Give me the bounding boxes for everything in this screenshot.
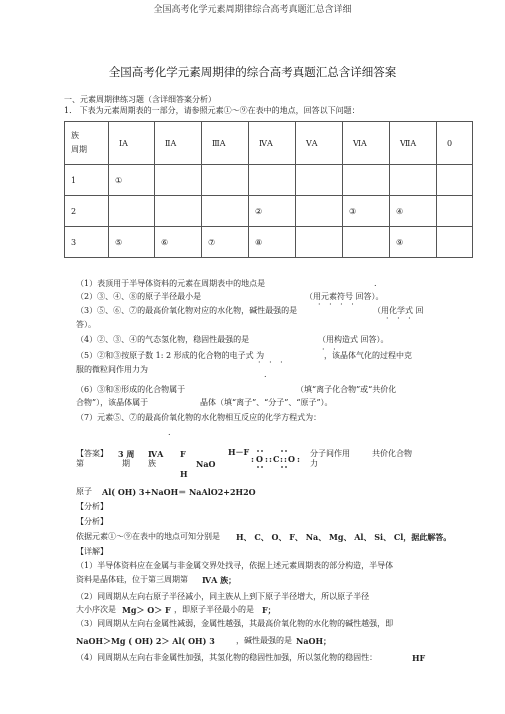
question-5-cont: 服的微粒间作用力为 [76, 365, 148, 374]
lewis-colon: : [269, 454, 272, 464]
analysis-tag-2: 【分析】 [76, 517, 108, 526]
group-header: ⅦA [390, 122, 437, 165]
question-1-intro: 1． 下表为元素周期表的一部分，请参照元素①～⑨在表中的地点，回答以下问题： [64, 106, 360, 115]
lewis-colon: : [265, 454, 268, 464]
detail-1-group: ⅣA 族； [202, 575, 237, 585]
emphasis-dots: · · · [258, 358, 286, 367]
element-cell [202, 165, 249, 196]
table-row [65, 227, 473, 258]
lewis-oxygen: O [288, 454, 295, 464]
table-header-row [65, 122, 473, 165]
answer-period-word: 第 [76, 459, 84, 468]
element-cell [343, 165, 390, 196]
question-6: （6）③和⑧形成的化合物属于 [76, 385, 186, 394]
lewis-colon: : [284, 454, 287, 464]
element-cell [249, 165, 296, 196]
element-cell: ⑧ [249, 227, 296, 258]
detail-4-answer: HF [412, 653, 426, 663]
table-row [65, 165, 473, 196]
question-5-note: ，该晶体气化的过程中克 [324, 351, 412, 360]
element-cell: ⑤ [109, 227, 155, 258]
question-3-cont: 答）。 [76, 320, 96, 329]
element-cell: ⑥ [155, 227, 202, 258]
element-cell [437, 227, 473, 258]
answer-period: 3 周 [118, 449, 135, 459]
question-2: （2）③、④、⑧的原子半径最小是 [76, 292, 202, 301]
answer-period-b: 期 [122, 459, 130, 468]
element-cell: ⑦ [202, 227, 249, 258]
section-heading: 一、元素周期律练习题（含详细答案分析） [64, 95, 216, 104]
element-cell [296, 227, 343, 258]
question-1: （1）表顶用于半导体资料的元素在周期表中的地点是 [76, 279, 266, 288]
element-cell: ④ [390, 196, 437, 227]
answer-strongest-base-h: H [180, 469, 188, 479]
detail-1: （1）半导体资料应在金属与非金属交界处找寻，依据上述元素周期表的部分构造，半导体 [76, 561, 394, 570]
question-6-note: （填“离子化合物”或“共价化 [296, 385, 397, 394]
group-header: ⅢA [202, 122, 249, 165]
detail-2-answer: F； [262, 605, 276, 615]
group-header: ⅠA [109, 122, 155, 165]
question-5: （5）②和③按原子数 1: 2 形成的化合物的电子式 为 [76, 351, 265, 360]
question-7: （7）元素⑤、⑦的最高价氧化物的水化物相互反应的化学方程式为： [76, 413, 322, 422]
question-3: （3）⑤、⑥、⑦的最高价氧化物对应的水化物，碱性最强的是 [76, 306, 298, 315]
detail-4: （4）同周期从左向右非金属性加强，其氢化物的稳固性加强，所以氢化物的稳固性： [76, 653, 378, 662]
corner-cell [65, 122, 109, 165]
table-row [65, 196, 473, 227]
detail-tag: 【详解】 [76, 547, 108, 556]
question-6-cont: 合物”），该晶体属于 [76, 398, 149, 407]
period-cell: 3 [65, 227, 109, 258]
answer-intermolecular-b: 力 [310, 459, 318, 468]
emphasis-dots: · · [322, 345, 339, 354]
detail-2-order: Mg＞ O＞ F [122, 605, 171, 615]
group-header: ⅤA [296, 122, 343, 165]
element-cell [296, 165, 343, 196]
emphasis-dots: · · · · [318, 300, 357, 309]
lewis-oxygen: O [256, 454, 263, 464]
analysis-tag: 【分析】 [76, 502, 108, 511]
element-cell [155, 196, 202, 227]
analysis-elements: H、 C、 O、 F、 Na、 Mg、 Al、 Si、 Cl，据此解答。 [236, 532, 452, 542]
detail-2-cont-b: ，即原子半径最小的是 [174, 605, 254, 614]
element-cell: ② [249, 196, 296, 227]
answer-tag: 【答案】 [76, 449, 108, 458]
element-cell [437, 165, 473, 196]
document-title: 全国高考化学元素周期律的综合高考真题汇总含详细答案 [108, 65, 397, 79]
group-label: 族 [71, 131, 79, 140]
element-cell [343, 227, 390, 258]
answer-atomic: 原子 [76, 487, 92, 496]
element-cell: ③ [343, 196, 390, 227]
period-cell: 1 [65, 165, 109, 196]
answer-hf-structure: H－F [228, 447, 250, 457]
question-3-note: （用化学式 回 [373, 306, 424, 315]
lewis-colon: : [297, 454, 300, 464]
answer-intermolecular: 分子间作用 [310, 449, 350, 458]
element-cell: ① [109, 165, 155, 196]
answer-covalent: 共价化合物 [372, 449, 412, 458]
answer-strongest-base: NaO [196, 459, 216, 469]
element-cell [296, 196, 343, 227]
detail-2-cont: 大小序次是 [76, 605, 116, 614]
period-cell: 2 [65, 196, 109, 227]
period-label: 周期 [71, 145, 87, 154]
question-6-note-2: 晶体（填“离子”、“分子”、“原子”）。 [200, 398, 333, 407]
element-cell [390, 165, 437, 196]
group-header: ⅥA [343, 122, 390, 165]
answer-equation: Al( OH) 3+NaOH＝ NaAlO2+2H2O [102, 487, 256, 497]
group-header: ⅣA [249, 122, 296, 165]
answer-group-b: 族 [148, 459, 156, 468]
blank-dot: . [264, 370, 267, 379]
detail-3-cont: ，碱性最强的是 [236, 636, 292, 645]
emphasis-dots: · · · [386, 314, 414, 323]
blank-dot: . [374, 279, 377, 288]
detail-1-cont: 资料是晶体硅，位于第三周期第 [76, 575, 188, 584]
question-4-note: （用构造式 回答）。 [318, 335, 389, 344]
element-cell [155, 165, 202, 196]
group-header: ⅡA [155, 122, 202, 165]
element-cell [437, 196, 473, 227]
element-cell [202, 196, 249, 227]
lewis-carbon: C [273, 454, 280, 464]
detail-2: （2）同周期从左向右原子半径减小，同主族从上到下原子半径增大，所以原子半径 [76, 592, 370, 601]
lewis-colon: : [251, 454, 254, 464]
co2-electron-formula [248, 447, 310, 471]
analysis-line: 依据元素①～⑨在表中的地点可知分别是 [76, 532, 220, 541]
page-header: 全国高考化学元素周期律综合高考真题汇总含详细 [153, 5, 352, 15]
lewis-colon: : [280, 454, 283, 464]
element-cell: ⑨ [390, 227, 437, 258]
periodic-table [64, 121, 473, 258]
question-2-note: （用元素符号 回答）。 [305, 292, 384, 301]
group-header: 0 [437, 122, 473, 165]
detail-3-answer: NaOH； [296, 636, 332, 646]
answer-smallest-radius: F [180, 449, 186, 459]
detail-3-order: NaOH＞Mg ( OH) 2＞ Al( OH) 3 [76, 636, 215, 646]
answer-group: ⅣA [148, 449, 164, 459]
blank-dot: . [168, 428, 171, 437]
question-4: （4）②、③、④的气态氢化物，稳固性最强的是 [76, 335, 250, 344]
element-cell [109, 196, 155, 227]
detail-3: （3）同周期从左向右金属性减弱，金属性越强，其最高价氧化物的水化物的碱性越强，即 [76, 619, 394, 628]
